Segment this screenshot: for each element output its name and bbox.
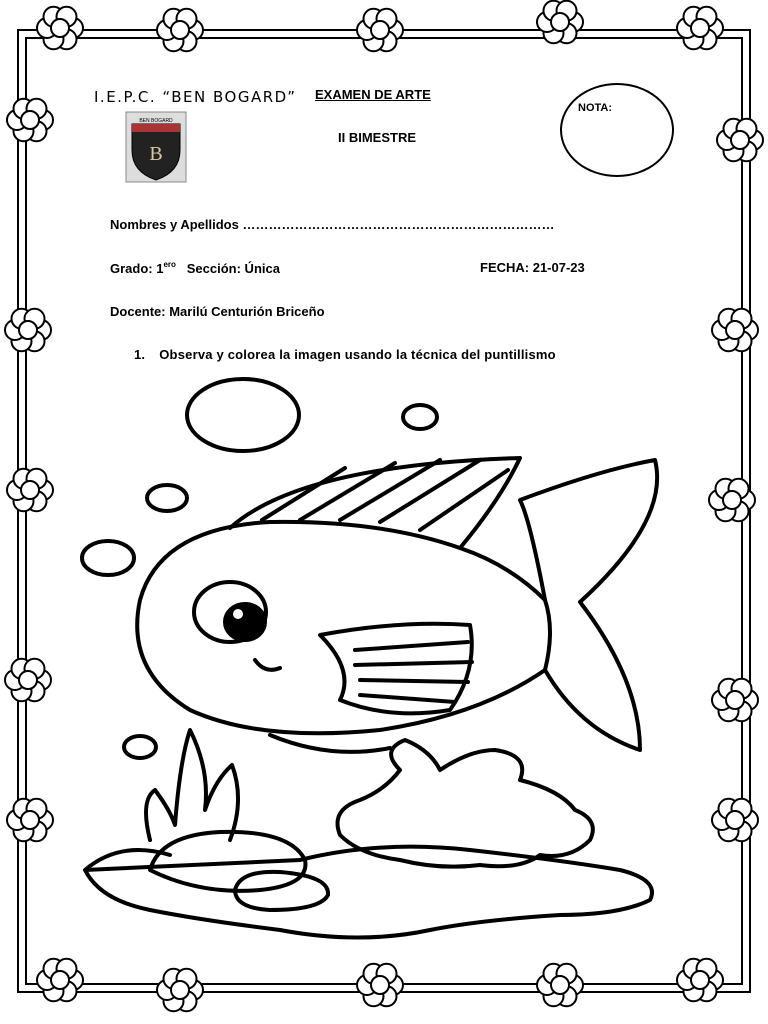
instruction-1 [134, 347, 556, 362]
school-logo [124, 110, 188, 184]
names-row[interactable] [110, 217, 554, 232]
flower-icon [7, 99, 53, 142]
grade-circle[interactable] [560, 83, 674, 177]
flower-icon [5, 309, 51, 352]
logo-text: BEN BOGARD [139, 118, 173, 124]
teacher-value: Docente: Marilú Centurión Briceño [110, 304, 325, 319]
flower-icon [157, 9, 203, 52]
grade-label: NOTA: [578, 102, 613, 114]
section-value: Sección: Única [186, 261, 280, 276]
exam-title: EXAMEN DE ARTE [315, 87, 431, 102]
grade-value: Grado: 1 [110, 261, 164, 276]
date-value: FECHA: 21-07-23 [480, 260, 585, 275]
bubble [147, 485, 187, 511]
flower-icon [537, 1, 583, 44]
names-label: Nombres y Apellidos [110, 217, 239, 232]
dorsal-fin [230, 458, 520, 548]
names-dots: ……………………………………………………………… [242, 217, 555, 232]
school-name: I.E.P.C. “BEN BOGARD” [94, 88, 297, 106]
instruction-number: 1. [134, 347, 146, 362]
bubble [124, 736, 156, 758]
flower-icon [537, 964, 583, 1007]
mouth [255, 660, 280, 670]
flower-icon [717, 119, 763, 162]
exam-term: II BIMESTRE [338, 130, 417, 145]
flower-icon [157, 969, 203, 1012]
grade-row [110, 260, 280, 276]
bubble [403, 405, 437, 429]
flower-icon [677, 7, 723, 50]
bubble [187, 379, 299, 451]
instruction-text: Observa y colorea la imagen usando la técnica del puntillismo [159, 347, 556, 362]
seaweed [146, 730, 238, 840]
bubble [82, 541, 134, 575]
flower-icon [37, 7, 83, 50]
sea-floor [85, 847, 652, 938]
flower-icon [357, 964, 403, 1007]
flower-icon [712, 309, 758, 352]
svg-text:B: B [149, 143, 163, 165]
flower-icon [357, 9, 403, 52]
grade-ordinal: ero [163, 260, 176, 269]
tail-fin [520, 460, 657, 750]
fish-illustration[interactable] [0, 370, 768, 970]
